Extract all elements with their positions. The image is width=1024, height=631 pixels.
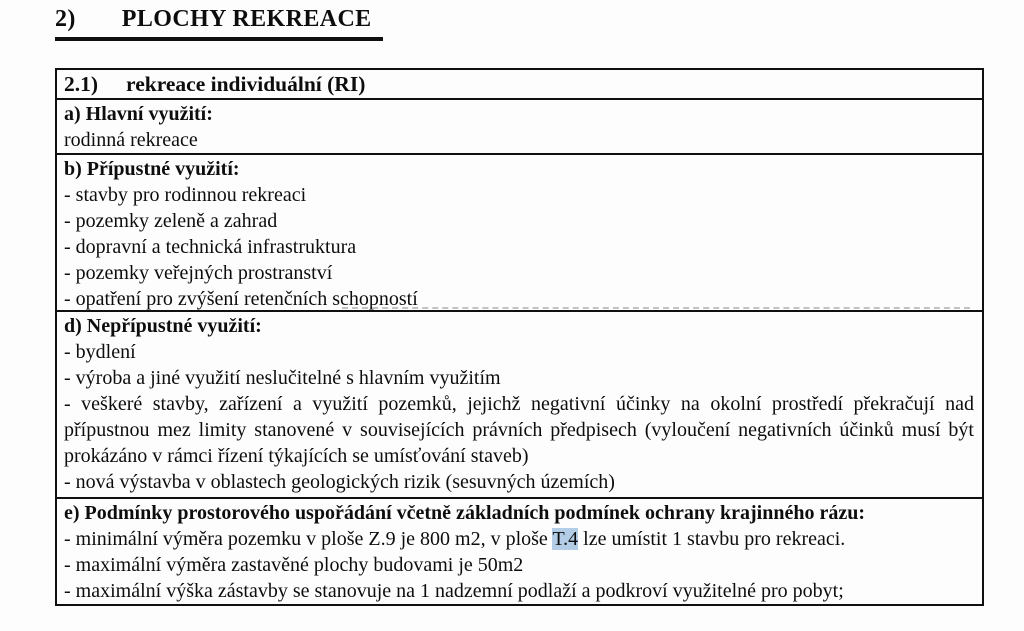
- section-e-item: - maximální výměra zastavěné plochy budovami je 50m2: [64, 554, 524, 576]
- section-a-row: [57, 98, 982, 153]
- section-b-item: - pozemky veřejných prostranství: [64, 262, 333, 284]
- table-header-number: 2.1): [64, 72, 99, 96]
- section-b-row: [57, 153, 982, 310]
- table-header-title: rekreace individuální (RI): [126, 72, 366, 96]
- section-e-item-prefix: - minimální výměra pozemku v ploše Z.9 je 800 m2, v ploše: [64, 528, 553, 550]
- section-b-item: - dopravní a technická infrastruktura: [64, 236, 357, 258]
- section-d-item: - výroba a jiné využití neslučitelné s hlavním využitím: [64, 367, 501, 389]
- section-b-item: - pozemky zeleně a zahrad: [64, 210, 278, 232]
- section-b-label: b) Přípustné využití:: [64, 158, 240, 180]
- section-b-item: - opatření pro zvýšení retenčních schopností: [64, 288, 418, 310]
- table-header-row: [57, 70, 982, 98]
- zoning-table: [55, 68, 984, 606]
- section-e-item-suffix: lze umístit 1 stavbu pro rekreaci.: [578, 528, 846, 550]
- section-a-item: rodinná rekreace: [64, 129, 198, 151]
- section-a-label: a) Hlavní využití:: [64, 103, 213, 125]
- section-d-item: - bydlení: [64, 341, 136, 363]
- section-e-row: [57, 497, 982, 604]
- section-title: [55, 6, 383, 41]
- section-e-item: - maximální výška zástavby se stanovuje na 1 nadzemní podlaží a podkroví využitelné pro pobyt;: [64, 580, 844, 602]
- section-d-item: - nová výstavba v oblastech geologických rizik (sesuvných územích): [64, 471, 615, 493]
- section-e-label: e) Podmínky prostorového uspořádání včetně základních podmínek ochrany krajinného rázu:: [64, 502, 866, 524]
- section-d-label: d) Nepřípustné využití:: [64, 315, 262, 337]
- section-d-row: [57, 310, 982, 497]
- search-highlight: T.4: [552, 528, 579, 550]
- section-b-item: - stavby pro rodinnou rekreaci: [64, 184, 307, 206]
- section-title-text: PLOCHY REKREACE: [121, 6, 372, 32]
- section-d-item: - veškeré stavby, zařízení a využití pozemků, jejichž negativní účinky na okolní prostředí překračují nad přípustnou mez limity stanovené v souvisejících právních předpisech (vyloučení negativních účinků musí být prokázáno v rámci řízení týkajících se umísťování staveb): [64, 393, 974, 467]
- section-number: 2): [55, 6, 76, 32]
- section-e-item-with-highlight: [64, 526, 974, 552]
